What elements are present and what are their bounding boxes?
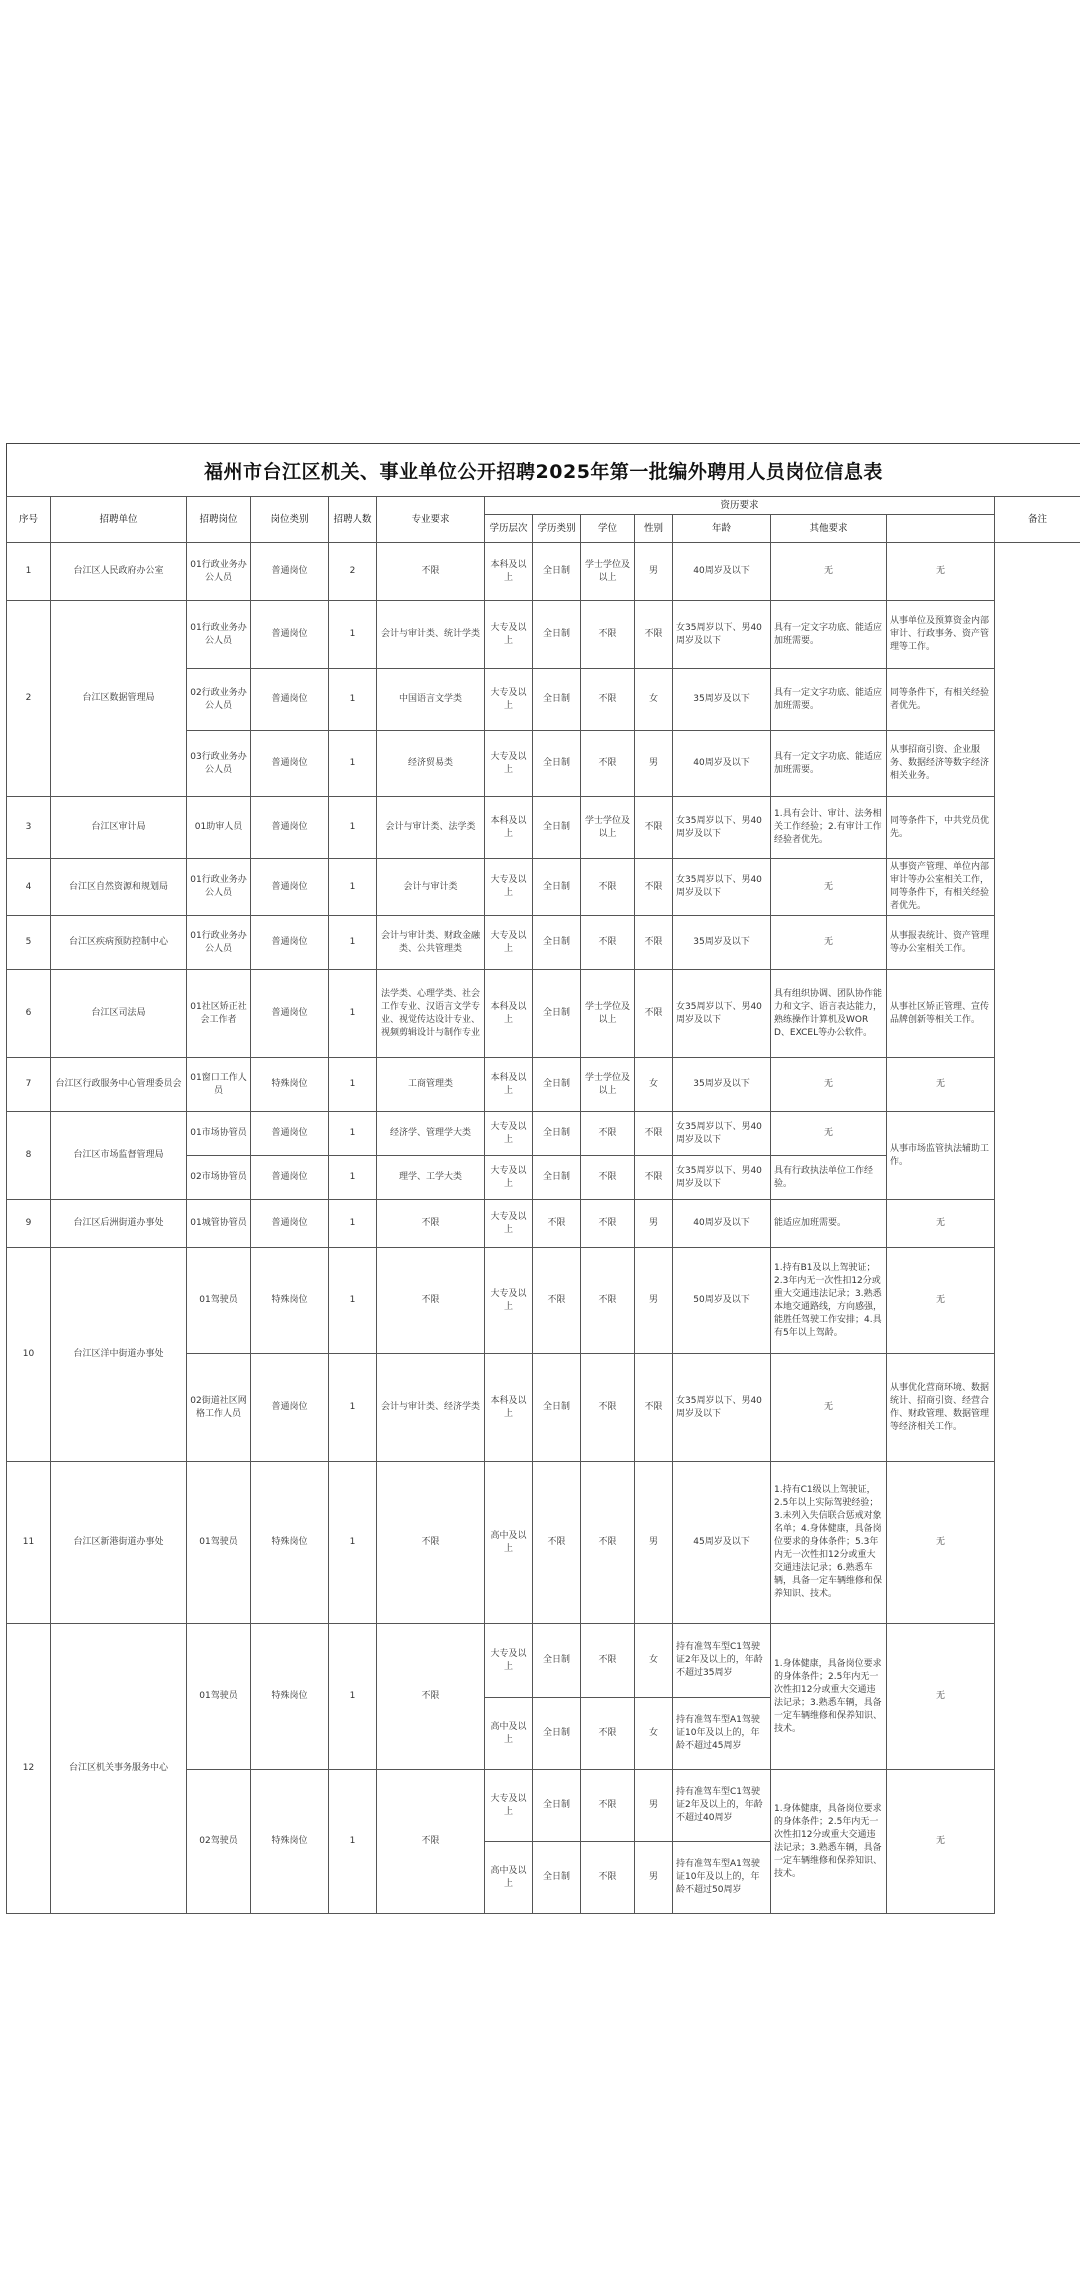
edu-type-cell: 全日制 [533, 797, 581, 859]
seq-cell: 1 [7, 543, 51, 601]
major-cell: 会计与审计类、法学类 [377, 797, 485, 859]
edu-type-cell: 全日制 [533, 543, 581, 601]
header-unit: 招聘单位 [51, 497, 187, 543]
recruitment-sheet [6, 443, 1080, 1914]
category-cell: 普通岗位 [251, 916, 329, 970]
other-cell: 1.具有会计、审计、法务相关工作经验；2.有审计工作经验者优先。 [771, 797, 887, 859]
count-cell: 1 [329, 731, 377, 797]
degree-cell: 不限 [581, 1624, 635, 1698]
category-cell: 普通岗位 [251, 669, 329, 731]
remarks-cell: 无 [887, 543, 995, 601]
other-cell: 无 [771, 543, 887, 601]
header-seq: 序号 [7, 497, 51, 543]
remarks-cell: 同等条件下，中共党员优先。 [887, 797, 995, 859]
post-cell: 01市场协管员 [187, 1112, 251, 1156]
degree-cell: 不限 [581, 1248, 635, 1354]
table-body [7, 543, 1080, 1914]
post-cell: 01行政业务办公人员 [187, 543, 251, 601]
edu-level-cell: 高中及以上 [485, 1842, 533, 1914]
age-cell: 40周岁及以下 [673, 731, 771, 797]
gender-cell: 男 [635, 731, 673, 797]
table-row [7, 1112, 1080, 1156]
category-cell: 普通岗位 [251, 970, 329, 1058]
post-cell: 01驾驶员 [187, 1248, 251, 1354]
unit-cell: 台江区疾病预防控制中心 [51, 916, 187, 970]
seq-cell: 5 [7, 916, 51, 970]
seq-cell: 12 [7, 1624, 51, 1914]
degree-cell: 不限 [581, 1462, 635, 1624]
table-row [7, 1200, 1080, 1248]
edu-type-cell: 全日制 [533, 1770, 581, 1842]
unit-cell: 台江区机关事务服务中心 [51, 1624, 187, 1914]
age-cell: 持有准驾车型C1驾驶证2年及以上的，年龄不超过40周岁 [673, 1770, 771, 1842]
category-cell: 普通岗位 [251, 859, 329, 916]
gender-cell: 不限 [635, 1112, 673, 1156]
other-cell: 能适应加班需要。 [771, 1200, 887, 1248]
post-cell: 02街道社区网格工作人员 [187, 1354, 251, 1462]
edu-level-cell: 高中及以上 [485, 1462, 533, 1624]
category-cell: 普通岗位 [251, 797, 329, 859]
remarks-cell: 从事资产管理、单位内部审计等办公室相关工作，同等条件下，有相关经验者优先。 [887, 859, 995, 916]
header-edu-type: 学历类别 [533, 515, 581, 543]
seq-cell: 7 [7, 1058, 51, 1112]
header-major: 专业要求 [377, 497, 485, 543]
other-cell: 具有一定文字功底、能适应加班需要。 [771, 731, 887, 797]
count-cell: 1 [329, 1200, 377, 1248]
remarks-cell: 同等条件下，有相关经验者优先。 [887, 669, 995, 731]
count-cell: 1 [329, 859, 377, 916]
header-age: 年龄 [673, 515, 771, 543]
degree-cell: 不限 [581, 1354, 635, 1462]
edu-level-cell: 本科及以上 [485, 1058, 533, 1112]
remarks-cell: 无 [887, 1770, 995, 1914]
count-cell: 1 [329, 1770, 377, 1914]
major-cell: 中国语言文学类 [377, 669, 485, 731]
remarks-cell: 从事社区矫正管理、宣传品牌创新等相关工作。 [887, 970, 995, 1058]
remarks-cell: 无 [887, 1462, 995, 1624]
age-cell: 40周岁及以下 [673, 1200, 771, 1248]
seq-cell: 6 [7, 970, 51, 1058]
edu-type-cell: 全日制 [533, 731, 581, 797]
gender-cell: 男 [635, 1462, 673, 1624]
age-cell: 持有准驾车型C1驾驶证2年及以上的，年龄不超过35周岁 [673, 1624, 771, 1698]
major-cell: 会计与审计类、经济学类 [377, 1354, 485, 1462]
header-edu-level: 学历层次 [485, 515, 533, 543]
degree-cell: 不限 [581, 1842, 635, 1914]
seq-cell: 2 [7, 601, 51, 797]
post-cell: 01驾驶员 [187, 1462, 251, 1624]
degree-cell: 不限 [581, 916, 635, 970]
category-cell: 特殊岗位 [251, 1462, 329, 1624]
count-cell: 1 [329, 1112, 377, 1156]
edu-level-cell: 高中及以上 [485, 1698, 533, 1770]
other-cell: 1.身体健康，具备岗位要求的身体条件；2.5年内无一次性扣12分或重大交通违法记录；3.熟悉车辆，具备一定车辆维修和保养知识、技术。 [771, 1624, 887, 1770]
degree-cell: 学士学位及以上 [581, 970, 635, 1058]
gender-cell: 男 [635, 543, 673, 601]
gender-cell: 不限 [635, 916, 673, 970]
header-gender: 性别 [635, 515, 673, 543]
gender-cell: 女 [635, 1698, 673, 1770]
other-cell: 无 [771, 1354, 887, 1462]
remarks-cell: 从事单位及预算资金内部审计、行政事务、资产管理等工作。 [887, 601, 995, 669]
other-cell: 具有一定文字功底、能适应加班需要。 [771, 669, 887, 731]
category-cell: 普通岗位 [251, 731, 329, 797]
edu-level-cell: 大专及以上 [485, 1200, 533, 1248]
degree-cell: 学士学位及以上 [581, 543, 635, 601]
category-cell: 普通岗位 [251, 543, 329, 601]
major-cell: 工商管理类 [377, 1058, 485, 1112]
count-cell: 1 [329, 601, 377, 669]
seq-cell: 8 [7, 1112, 51, 1200]
unit-cell: 台江区行政服务中心管理委员会 [51, 1058, 187, 1112]
edu-type-cell: 全日制 [533, 1698, 581, 1770]
major-cell: 不限 [377, 543, 485, 601]
other-cell: 具有组织协调、团队协作能力和文字、语言表达能力，熟练操作计算机及WORD、EXCEL等办公软件。 [771, 970, 887, 1058]
age-cell: 女35周岁以下、男40周岁及以下 [673, 859, 771, 916]
gender-cell: 不限 [635, 601, 673, 669]
major-cell: 会计与审计类、财政金融类、公共管理类 [377, 916, 485, 970]
remarks-cell: 从事优化营商环境、数据统计、招商引资、经营合作、财政管理、数据管理等经济相关工作。 [887, 1354, 995, 1462]
major-cell: 经济贸易类 [377, 731, 485, 797]
category-cell: 普通岗位 [251, 1112, 329, 1156]
header-remarks: 备注 [995, 497, 1080, 543]
category-cell: 普通岗位 [251, 1156, 329, 1200]
unit-cell: 台江区人民政府办公室 [51, 543, 187, 601]
gender-cell: 不限 [635, 797, 673, 859]
post-cell: 02市场协管员 [187, 1156, 251, 1200]
degree-cell: 学士学位及以上 [581, 797, 635, 859]
major-cell: 理学、工学大类 [377, 1156, 485, 1200]
unit-cell: 台江区数据管理局 [51, 601, 187, 797]
table-row [7, 1462, 1080, 1624]
header-quals: 资历要求 [485, 497, 995, 515]
edu-level-cell: 大专及以上 [485, 1624, 533, 1698]
post-cell: 01窗口工作人员 [187, 1058, 251, 1112]
age-cell: 35周岁及以下 [673, 1058, 771, 1112]
count-cell: 1 [329, 1058, 377, 1112]
category-cell: 普通岗位 [251, 1200, 329, 1248]
major-cell: 经济学、管理学大类 [377, 1112, 485, 1156]
post-cell: 01行政业务办公人员 [187, 859, 251, 916]
major-cell: 不限 [377, 1462, 485, 1624]
header-post: 招聘岗位 [187, 497, 251, 543]
degree-cell: 不限 [581, 859, 635, 916]
age-cell: 50周岁及以下 [673, 1248, 771, 1354]
age-cell: 35周岁及以下 [673, 669, 771, 731]
remarks-cell: 从事报表统计、资产管理等办公室相关工作。 [887, 916, 995, 970]
post-cell: 03行政业务办公人员 [187, 731, 251, 797]
gender-cell: 女 [635, 1058, 673, 1112]
other-cell: 1.身体健康，具备岗位要求的身体条件；2.5年内无一次性扣12分或重大交通违法记录；3.熟悉车辆，具备一定车辆维修和保养知识、技术。 [771, 1770, 887, 1914]
edu-level-cell: 本科及以上 [485, 797, 533, 859]
major-cell: 不限 [377, 1770, 485, 1914]
post-cell: 02行政业务办公人员 [187, 669, 251, 731]
header-other: 其他要求 [771, 515, 887, 543]
edu-level-cell: 大专及以上 [485, 731, 533, 797]
post-cell: 01城管协管员 [187, 1200, 251, 1248]
category-cell: 特殊岗位 [251, 1624, 329, 1770]
edu-level-cell: 大专及以上 [485, 1248, 533, 1354]
category-cell: 普通岗位 [251, 1354, 329, 1462]
gender-cell: 不限 [635, 1354, 673, 1462]
header-degree: 学位 [581, 515, 635, 543]
other-cell: 无 [771, 1058, 887, 1112]
table-row [7, 970, 1080, 1058]
count-cell: 1 [329, 797, 377, 859]
gender-cell: 女 [635, 669, 673, 731]
edu-level-cell: 本科及以上 [485, 970, 533, 1058]
edu-level-cell: 大专及以上 [485, 1770, 533, 1842]
gender-cell: 女 [635, 1624, 673, 1698]
post-cell: 01驾驶员 [187, 1624, 251, 1770]
post-cell: 01行政业务办公人员 [187, 916, 251, 970]
gender-cell: 男 [635, 1770, 673, 1842]
table-row [7, 601, 1080, 669]
degree-cell: 不限 [581, 1112, 635, 1156]
age-cell: 女35周岁以下、男40周岁及以下 [673, 797, 771, 859]
count-cell: 1 [329, 1156, 377, 1200]
edu-type-cell: 不限 [533, 1462, 581, 1624]
edu-level-cell: 大专及以上 [485, 1112, 533, 1156]
degree-cell: 不限 [581, 1200, 635, 1248]
gender-cell: 男 [635, 1200, 673, 1248]
edu-type-cell: 全日制 [533, 1624, 581, 1698]
major-cell: 法学类、心理学类、社会工作专业、汉语言文学专业、视觉传达设计专业、视频剪辑设计与制作专业 [377, 970, 485, 1058]
other-cell: 1.持有C1级以上驾驶证，2.5年以上实际驾驶经验；3.未列入失信联合惩戒对象名单；4.身体健康，具备岗位要求的身体条件；5.3年内无一次性扣12分或重大交通违法记录；6.熟悉车辆，具备一定车辆维修和保养知识、技术。 [771, 1462, 887, 1624]
seq-cell: 11 [7, 1462, 51, 1624]
age-cell: 35周岁及以下 [673, 916, 771, 970]
header-category: 岗位类别 [251, 497, 329, 543]
table-row [7, 1248, 1080, 1354]
edu-type-cell: 全日制 [533, 601, 581, 669]
seq-cell: 10 [7, 1248, 51, 1462]
other-cell: 具有行政执法单位工作经验。 [771, 1156, 887, 1200]
edu-type-cell: 全日制 [533, 1058, 581, 1112]
remarks-cell: 无 [887, 1200, 995, 1248]
edu-level-cell: 本科及以上 [485, 1354, 533, 1462]
unit-cell: 台江区自然资源和规划局 [51, 859, 187, 916]
remarks-cell: 从事市场监管执法辅助工作。 [887, 1112, 995, 1200]
count-cell: 1 [329, 669, 377, 731]
degree-cell: 不限 [581, 1698, 635, 1770]
count-cell: 1 [329, 1354, 377, 1462]
edu-type-cell: 全日制 [533, 1112, 581, 1156]
edu-level-cell: 大专及以上 [485, 601, 533, 669]
age-cell: 女35周岁以下、男40周岁及以下 [673, 970, 771, 1058]
unit-cell: 台江区洋中街道办事处 [51, 1248, 187, 1462]
major-cell: 会计与审计类、统计学类 [377, 601, 485, 669]
edu-type-cell: 全日制 [533, 970, 581, 1058]
table-row [7, 1058, 1080, 1112]
remarks-cell: 从事招商引资、企业服务、数据经济等数字经济相关业务。 [887, 731, 995, 797]
category-cell: 特殊岗位 [251, 1058, 329, 1112]
gender-cell: 男 [635, 1248, 673, 1354]
age-cell: 女35周岁以下、男40周岁及以下 [673, 1354, 771, 1462]
gender-cell: 不限 [635, 859, 673, 916]
edu-level-cell: 大专及以上 [485, 859, 533, 916]
edu-type-cell: 全日制 [533, 1842, 581, 1914]
unit-cell: 台江区市场监督管理局 [51, 1112, 187, 1200]
age-cell: 40周岁及以下 [673, 543, 771, 601]
major-cell: 不限 [377, 1624, 485, 1770]
unit-cell: 台江区审计局 [51, 797, 187, 859]
other-cell: 无 [771, 1112, 887, 1156]
post-cell: 01社区矫正社会工作者 [187, 970, 251, 1058]
gender-cell: 不限 [635, 1156, 673, 1200]
count-cell: 1 [329, 1624, 377, 1770]
edu-type-cell: 全日制 [533, 916, 581, 970]
edu-type-cell: 全日制 [533, 669, 581, 731]
seq-cell: 4 [7, 859, 51, 916]
degree-cell: 不限 [581, 669, 635, 731]
count-cell: 1 [329, 1248, 377, 1354]
post-cell: 01行政业务办公人员 [187, 601, 251, 669]
remarks-cell: 无 [887, 1624, 995, 1770]
category-cell: 特殊岗位 [251, 1770, 329, 1914]
other-cell: 无 [771, 859, 887, 916]
positions-table [6, 496, 1080, 1914]
unit-cell: 台江区司法局 [51, 970, 187, 1058]
age-cell: 女35周岁以下、男40周岁及以下 [673, 1156, 771, 1200]
age-cell: 45周岁及以下 [673, 1462, 771, 1624]
count-cell: 2 [329, 543, 377, 601]
unit-cell: 台江区后洲街道办事处 [51, 1200, 187, 1248]
age-cell: 女35周岁以下、男40周岁及以下 [673, 601, 771, 669]
edu-level-cell: 大专及以上 [485, 1156, 533, 1200]
age-cell: 女35周岁以下、男40周岁及以下 [673, 1112, 771, 1156]
post-cell: 02驾驶员 [187, 1770, 251, 1914]
degree-cell: 不限 [581, 1770, 635, 1842]
edu-type-cell: 不限 [533, 1200, 581, 1248]
edu-type-cell: 全日制 [533, 859, 581, 916]
degree-cell: 不限 [581, 601, 635, 669]
table-row [7, 859, 1080, 916]
major-cell: 会计与审计类 [377, 859, 485, 916]
degree-cell: 学士学位及以上 [581, 1058, 635, 1112]
seq-cell: 9 [7, 1200, 51, 1248]
edu-type-cell: 不限 [533, 1248, 581, 1354]
count-cell: 1 [329, 970, 377, 1058]
table-row [7, 1624, 1080, 1698]
seq-cell: 3 [7, 797, 51, 859]
other-cell: 1.持有B1及以上驾驶证；2.3年内无一次性扣12分或重大交通违法记录；3.熟悉本地交通路线，方向感强，能胜任驾驶工作安排；4.具有5年以上驾龄。 [771, 1248, 887, 1354]
category-cell: 特殊岗位 [251, 1248, 329, 1354]
edu-level-cell: 大专及以上 [485, 669, 533, 731]
count-cell: 1 [329, 1462, 377, 1624]
table-row [7, 916, 1080, 970]
edu-level-cell: 本科及以上 [485, 543, 533, 601]
gender-cell: 不限 [635, 970, 673, 1058]
edu-level-cell: 大专及以上 [485, 916, 533, 970]
major-cell: 不限 [377, 1248, 485, 1354]
remarks-cell: 无 [887, 1248, 995, 1354]
degree-cell: 不限 [581, 1156, 635, 1200]
other-cell: 无 [771, 916, 887, 970]
post-cell: 01助审人员 [187, 797, 251, 859]
age-cell: 持有准驾车型A1驾驶证10年及以上的，年龄不超过50周岁 [673, 1842, 771, 1914]
category-cell: 普通岗位 [251, 601, 329, 669]
table-row [7, 543, 1080, 601]
major-cell: 不限 [377, 1200, 485, 1248]
count-cell: 1 [329, 916, 377, 970]
degree-cell: 不限 [581, 731, 635, 797]
remarks-cell: 无 [887, 1058, 995, 1112]
other-cell: 具有一定文字功底、能适应加班需要。 [771, 601, 887, 669]
edu-type-cell: 全日制 [533, 1156, 581, 1200]
header-count: 招聘人数 [329, 497, 377, 543]
table-row [7, 797, 1080, 859]
unit-cell: 台江区新港街道办事处 [51, 1462, 187, 1624]
document-title: 福州市台江区机关、事业单位公开招聘2025年第一批编外聘用人员岗位信息表 [6, 443, 1080, 496]
edu-type-cell: 全日制 [533, 1354, 581, 1462]
age-cell: 持有准驾车型A1驾驶证10年及以上的，年龄不超过45周岁 [673, 1698, 771, 1770]
gender-cell: 男 [635, 1842, 673, 1914]
